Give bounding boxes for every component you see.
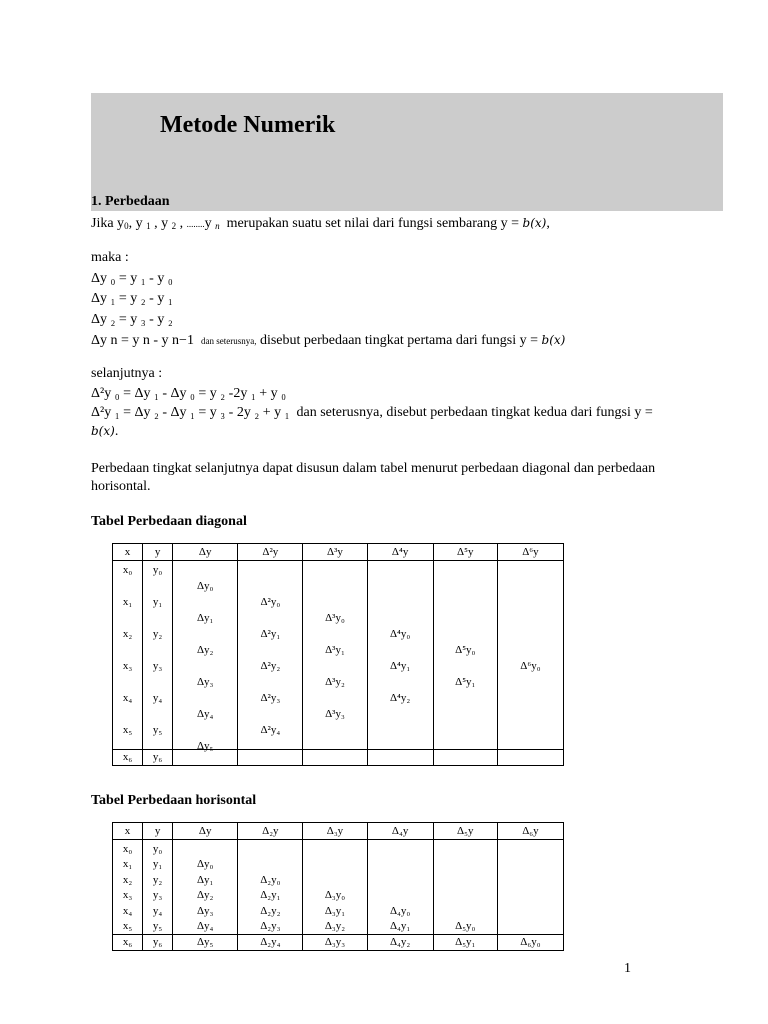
hor-header-d5: Δ₅y [433,823,497,840]
hor-col-d2 [238,840,303,935]
hor-d4: Δ₄y₀ [389,905,411,917]
second-diff-0: Δ²y ₀ = Δy ₁ - Δy ₀ = y ₂ -2y ₁ + y ₀ [91,386,287,401]
second-diff-1 [91,404,653,422]
hor-d2: Δ₂y₂ [260,905,281,917]
diag-d3: Δ³y₂ [325,676,345,688]
diag-col-d1 [173,561,237,752]
diag-d3: Δ³y₁ [325,644,345,656]
hor-last-x: x₆ [113,935,143,951]
hor-d1: Δy₄ [196,920,214,932]
hor-header-x: x [113,823,143,840]
diag-d1: Δy₂ [196,644,214,656]
hor-d3: Δ₃y₂ [324,920,346,932]
diag-last-x: x₆ [113,750,143,766]
horizontal-table [112,822,564,951]
selanjutnya-label: selanjutnya : [91,366,163,381]
nth-fx: b(x) [541,333,566,347]
diag-y: y₂ [152,628,163,640]
diag-header-d5: Δ⁵y [433,544,497,561]
diag-y: y₅ [152,724,163,736]
hor-x: x₀ [122,843,133,855]
hor-col-d1 [173,840,238,935]
hor-d1: Δy₂ [196,889,214,901]
hor-d2: Δ₂y₀ [260,874,281,886]
hor-y: y₂ [152,874,163,886]
second-diff-fx-line [91,422,118,441]
hor-col-d5 [433,840,497,935]
hor-col-y [143,840,173,935]
hor-col-d4 [367,840,433,935]
hor-y: y₁ [152,858,163,870]
intro-line: Jika y0, y 1 , y 2 , ........y n merupakan suatu set nilai dari fungsi sembarang y = b(x), [91,216,550,231]
diag-d2: Δ²y₄ [260,724,281,736]
first-diff-2: Δy ₂ = y ₃ - y ₂ [91,312,173,327]
hor-x: x₃ [122,889,133,901]
hor-last-y: y₆ [143,935,173,951]
hor-y: y₄ [152,905,163,917]
section-heading: 1. Perbedaan [91,194,170,209]
diag-d3: Δ³y₃ [325,708,345,720]
nth-lhs: Δy n = y n - y n−1 [91,333,194,348]
diag-d1: Δy₄ [196,708,214,720]
hor-header-d1: Δy [173,823,238,840]
hor-last-d4: Δ₄y₂ [367,935,433,951]
diag-col-d3 [303,561,366,749]
diag-y: y₄ [152,692,163,704]
diag-d1: Δy₅ [196,740,214,752]
first-diff-1: Δy ₁ = y ₂ - y ₁ [91,291,173,306]
hor-last-d1: Δy₅ [173,935,238,951]
diag-header-d6: Δ⁶y [497,544,563,561]
hor-header-d4: Δ₄y [367,823,433,840]
diag-d2: Δ²y₃ [260,692,281,704]
diag-header-d4: Δ⁴y [367,544,433,561]
intro-comma: , [546,216,550,231]
page-number: 1 [624,961,631,976]
hor-x: x₂ [122,874,133,886]
horizontal-table-caption: Tabel Perbedaan horisontal [91,793,257,808]
diag-col-d4 [368,561,433,749]
intro-rest: merupakan suatu set nilai dari fungsi sembarang y = [226,216,520,231]
diag-header-d2: Δ²y [238,544,303,561]
diag-d4: Δ⁴y₂ [389,692,411,704]
second-diff-1-rest: dan seterusnya, disebut perbedaan tingkat kedua dari fungsi y = [296,405,653,420]
diag-header-d3: Δ³y [303,544,367,561]
diag-d1: Δy₃ [196,676,214,688]
diag-d1: Δy₁ [196,612,214,624]
diag-d4: Δ⁴y₁ [389,660,411,672]
nth-diff-line [91,331,565,350]
hor-y: y₀ [152,843,163,855]
diag-d5: Δ⁵y₀ [455,644,476,656]
hor-d4: Δ₄y₁ [389,920,411,932]
hor-d2: Δ₂y₁ [260,889,281,901]
diag-col-d2 [238,561,302,749]
hor-header-d6: Δ₆y [497,823,563,840]
diag-x: x₅ [122,724,133,736]
intro-jika: Jika y [91,216,125,231]
diag-col-d6 [498,561,563,749]
diag-header-y: y [143,544,173,561]
hor-d1: Δy₀ [196,858,214,870]
hor-last-d5: Δ₅y₁ [433,935,497,951]
hor-col-d3 [303,840,367,935]
first-diff-0: Δy ₀ = y ₁ - y ₀ [91,271,173,286]
hor-d5: Δ₅y₀ [455,920,476,932]
diag-col-d5 [434,561,497,749]
diag-x: x₁ [122,596,133,608]
hor-header-d3: Δ₃y [303,823,367,840]
hor-d1: Δy₁ [196,874,214,886]
hor-last-d3: Δ₃y₃ [303,935,367,951]
diag-col-x [113,561,142,749]
diag-header-d1: Δy [173,544,238,561]
diag-d2: Δ²y₀ [260,596,281,608]
diag-col-y [143,561,172,749]
diag-d6: Δ⁶y₀ [520,660,541,672]
second-diff-fx: b(x) [91,424,115,438]
hor-x: x₅ [122,920,133,932]
nth-rest: disebut perbedaan tingkat pertama dari fungsi y = [259,333,539,348]
hor-d3: Δ₃y₀ [324,889,346,901]
diag-d3: Δ³y₀ [325,612,345,624]
diag-x: x₀ [122,564,133,576]
hor-last-d6: Δ₆y₀ [497,935,563,951]
second-diff-end: . [114,424,119,439]
nth-small-text: dan seterusnya, [200,336,257,346]
hor-last-d2: Δ₂y₄ [238,935,303,951]
diag-header-x: x [113,544,143,561]
hor-d1: Δy₃ [196,905,214,917]
diag-d5: Δ⁵y₁ [455,676,476,688]
diag-y: y₃ [152,660,163,672]
hor-header-y: y [143,823,173,840]
hor-y: y₃ [152,889,163,901]
maka-label: maka : [91,250,129,265]
diag-d4: Δ⁴y₀ [389,628,411,640]
diag-d2: Δ²y₂ [260,660,281,672]
title-band [91,93,723,211]
hor-d2: Δ₂y₃ [260,920,281,932]
hor-col-d6 [497,840,563,935]
diagonal-table-caption: Tabel Perbedaan diagonal [91,514,247,529]
diag-x: x₃ [122,660,133,672]
hor-x: x₁ [122,858,133,870]
hor-d3: Δ₃y₁ [324,905,346,917]
diag-d1: Δy₀ [196,580,214,592]
second-diff-1-lhs: Δ²y ₁ = Δy ₂ - Δy ₁ = y ₃ - 2y ₂ + y ₁ [91,405,290,420]
paragraph: Perbedaan tingkat selanjutnya dapat disusun dalam tabel menurut perbedaan diagonal dan perbedaan horisontal. [91,461,656,494]
diag-y: y₁ [152,596,163,608]
hor-header-d2: Δ₂y [238,823,303,840]
hor-x: x₄ [122,905,133,917]
diag-x: x₄ [122,692,133,704]
diag-d2: Δ²y₁ [260,628,281,640]
diag-last-y: y₆ [143,750,173,766]
hor-y: y₅ [152,920,163,932]
diag-x: x₂ [122,628,133,640]
diagonal-table [112,543,564,766]
intro-fx: b(x) [522,216,547,230]
page-title: Metode Numerik [160,112,336,138]
hor-col-x [113,840,143,935]
diag-y: y₀ [152,564,163,576]
